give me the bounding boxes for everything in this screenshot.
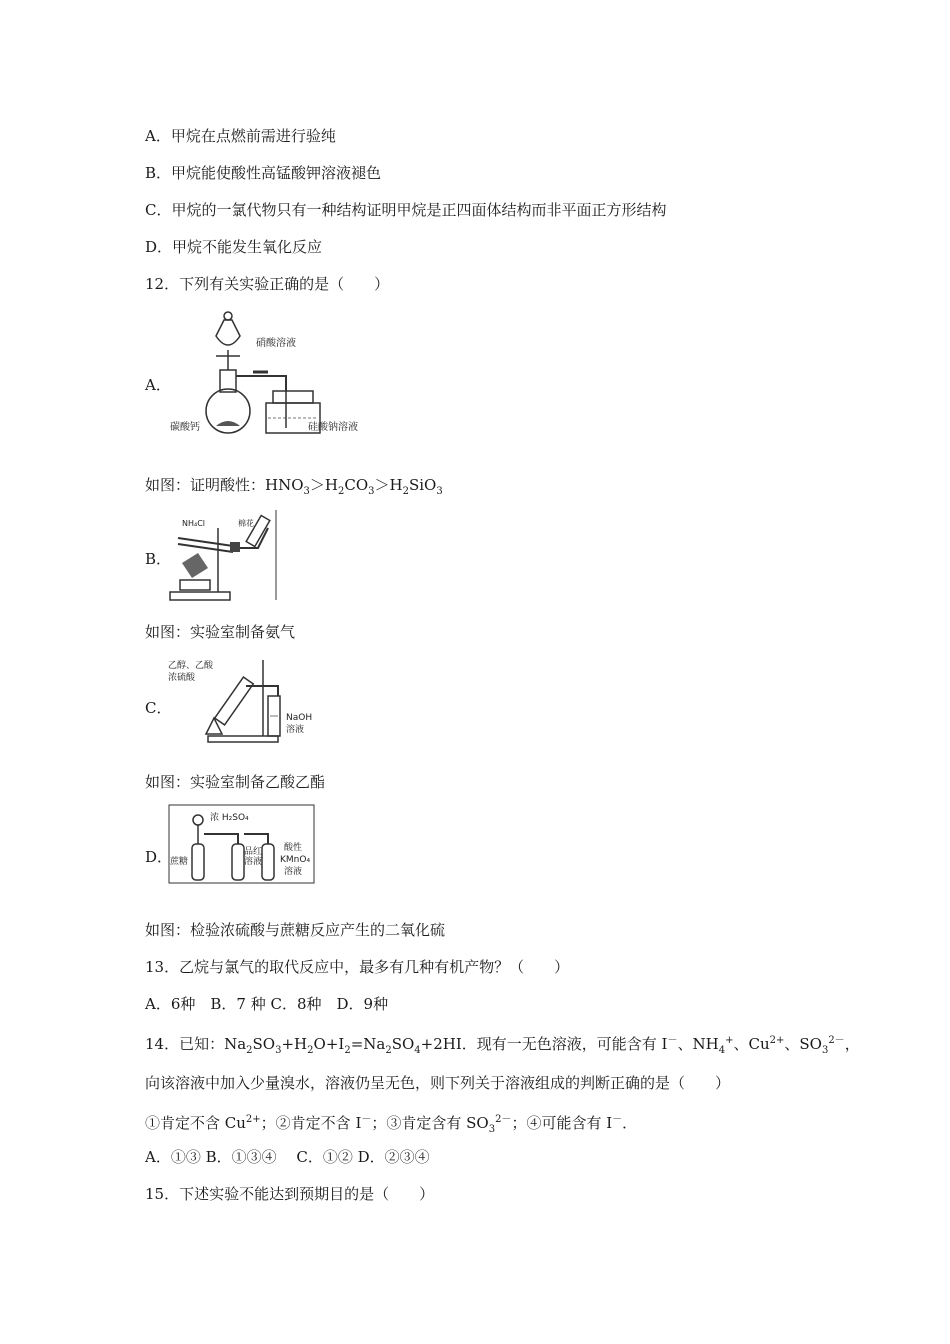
q12-a-caption: 如图：证明酸性：$HNO_3>H_2CO_3>H_2SiO_3$ bbox=[145, 476, 443, 497]
q14-statements: ①肯定不含 $Cu^{2+}$；②肯定不含 I－；③肯定含有 $SO_3^{2-}$；④可能含有 I－． bbox=[145, 1114, 638, 1135]
q12-d-apparatus-figure bbox=[168, 804, 318, 886]
q12-d-fig-label-fuchsine: 品红 bbox=[244, 847, 263, 857]
q12-a-fig-label-right: 硅酸钠溶液 bbox=[308, 422, 358, 433]
q12-c-label: C． bbox=[145, 699, 172, 717]
q15-stem: 15．下述实验不能达到预期目的是（ ） bbox=[145, 1185, 435, 1203]
q14-options: A．①③ B．①③④ C．①② D．②③④ bbox=[145, 1148, 430, 1166]
q11-option-b: B．甲烷能使酸性高锰酸钾溶液褪色 bbox=[145, 164, 382, 182]
q13-options: A．6种 B．7 种 C．8种 D．9种 bbox=[145, 995, 389, 1013]
q12-c-fig-label-solution: 溶液 bbox=[286, 725, 305, 735]
q12-d-caption: 如图：检验浓硫酸与蔗糖反应产生的二氧化硫 bbox=[145, 921, 446, 939]
q12-c-fig-label-reagent2: 浓硫酸 bbox=[168, 673, 196, 683]
q12-a-label: A． bbox=[145, 376, 171, 394]
q11-option-c: C．甲烷的一氯代物只有一种结构证明甲烷是正四面体结构而非平面正方形结构 bbox=[145, 201, 667, 219]
q12-d-fig-label-kmno4-solution: 溶液 bbox=[284, 867, 303, 877]
q12-a-fig-label-left: 碳酸钙 bbox=[170, 422, 200, 433]
q12-d-fig-label-acid: 浓 H₂SO₄ bbox=[210, 813, 249, 823]
q12-c-fig-label-reagent1: 乙醇、乙酸 bbox=[168, 661, 214, 671]
q12-c-caption: 如图：实验室制备乙酸乙酯 bbox=[145, 773, 326, 791]
q14-stem-line1: 14．已知：$Na_2SO_3+H_2O+I_2=Na_2SO_4+2HI$．现有一无色溶液，可能含有 I－、$NH_4^+$、$Cu^{2+}$、$SO_3^{2-}$， bbox=[145, 1035, 860, 1056]
q12-c-fig-label-naoh: NaOH bbox=[286, 713, 313, 723]
q11-option-a: A．甲烷在点燃前需进行验纯 bbox=[145, 127, 336, 145]
q11-option-d: D．甲烷不能发生氧化反应 bbox=[145, 238, 323, 256]
q14-stem-line2: 向该溶液中加入少量溴水，溶液仍呈无色，则下列关于溶液组成的判断正确的是（ ） bbox=[145, 1074, 731, 1092]
q12-b-apparatus-figure bbox=[168, 508, 283, 603]
q12-a-fig-label-top: 硝酸溶液 bbox=[256, 338, 296, 349]
q12-d-fig-label-fuchsine-solution: 溶液 bbox=[244, 857, 263, 867]
q13-stem: 13．乙烷与氯气的取代反应中，最多有几种有机产物？（ ） bbox=[145, 958, 570, 976]
q12-a-apparatus-figure bbox=[168, 306, 368, 436]
q12-b-fig-label-reagent: NH₄Cl bbox=[182, 519, 206, 528]
q12-b-fig-label-cotton: 棉花 bbox=[238, 519, 254, 528]
q12-stem: 12．下列有关实验正确的是（ ） bbox=[145, 275, 390, 293]
q12-b-caption: 如图：实验室制备氨气 bbox=[145, 623, 296, 641]
q12-d-fig-label-sucrose: 蔗糖 bbox=[170, 857, 189, 867]
q12-c-apparatus-figure bbox=[168, 656, 318, 744]
q12-d-fig-label-acidic: 酸性 bbox=[284, 843, 303, 853]
q12-b-label: B． bbox=[145, 550, 172, 568]
q12-d-label: D． bbox=[145, 848, 173, 866]
q12-d-fig-label-kmno4: KMnO₄ bbox=[280, 855, 311, 865]
